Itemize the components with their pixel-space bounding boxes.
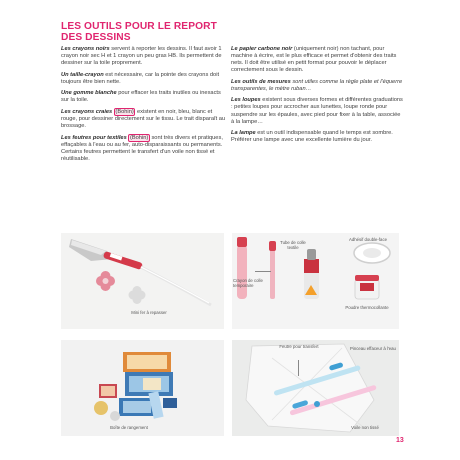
paragraph-papier-carbone <box>231 46 403 74</box>
text-crayons-noirs: servent à reporter les dessins. Il faut avoir 1 crayon noir sec H et 1 crayon un peu gras HB. Ils permettent de dessiner sur la toile proprement. <box>61 46 222 67</box>
caption-glue-pen: Crayon de colle temporaire <box>233 278 263 288</box>
caption-box: Boîte de rangement <box>110 425 148 430</box>
photo-felt-pens <box>232 340 399 436</box>
paragraph-feutres <box>61 135 229 163</box>
page-number: 13 <box>396 437 404 444</box>
paragraph-gomme <box>61 90 229 104</box>
lead-crayons-craies: Les crayons craies <box>61 108 113 115</box>
photo-storage-box <box>61 340 224 436</box>
lead-loupes: Les loupes <box>231 97 261 104</box>
text-lampe: est un outil indispensable quand le temps est sombre. Préférer une lampe avec une excellente lumière du jour. <box>231 130 393 144</box>
photo-glue-adhesives <box>232 233 399 329</box>
pointer-line <box>255 271 271 272</box>
text-feutres: sont très divers et pratiques, effaçables à l'eau ou au fer, auto-disparaissants ou permanents. Certains feutres permettent le transfert d'un voile non tissé et réutilisable. <box>61 134 223 162</box>
text-taille-crayon: est nécessaire, car la pointe des crayons doit toujours être bien nette. <box>61 71 220 85</box>
pointer-line <box>298 360 299 376</box>
felt-pens-illustration <box>232 340 399 436</box>
paragraph-crayons-noirs <box>61 46 229 67</box>
caption-tape: Adhésif double-face <box>349 237 387 242</box>
lead-lampe: La lampe <box>231 130 256 137</box>
lead-papier-carbone: Le papier carbone noir <box>231 46 293 52</box>
highlight-bohin: (Bohin) <box>129 134 149 141</box>
lead-outils-mesures: Les outils de mesures <box>231 78 291 85</box>
caption-eraser-brush: Pinceau effaceur à l'eau <box>350 346 396 351</box>
paragraph-outils-mesures <box>231 79 403 93</box>
title-line-2: DES DESSINS <box>61 32 131 43</box>
text-papier-carbone: (uniquement noir) non tachant, pour machine à écrire, est le plus efficace et permet d'obtenir des traits nets. Il doit être utilisé en petit format pour pouvoir le déplacer correctement sous le dessin. <box>231 46 397 74</box>
lead-gomme: Une gomme blanche <box>61 90 117 97</box>
caption-powder: Poudre thermocollante <box>345 305 389 310</box>
right-text-column <box>231 46 403 149</box>
photo-mini-iron <box>61 233 224 329</box>
text-outils-mesures: sont utiles comme la règle plate et l'équerre transparentes, le mètre ruban… <box>231 78 403 92</box>
paragraph-taille-crayon <box>61 72 229 86</box>
lead-crayons-noirs: Les crayons noirs <box>61 46 110 52</box>
text-crayons-craies: existent en noir, bleu, blanc et rouge, pour dessiner directement sur le tissu. Le trait disparaît au brossage. <box>61 108 226 130</box>
paragraph-loupes <box>231 97 403 125</box>
caption-mini-iron: Mini fer à repasser <box>131 310 167 315</box>
highlight-bohin: (Bohin) <box>115 108 134 115</box>
caption-felt-pen: Feutre pour transfert <box>279 344 319 349</box>
left-text-column <box>61 46 229 167</box>
paragraph-lampe <box>231 130 403 144</box>
page-title <box>61 21 241 43</box>
paragraph-crayons-craies <box>61 109 229 130</box>
caption-glue-tube: Tube de colle textile <box>280 240 306 250</box>
caption-voile: Voile non tissé <box>351 425 379 430</box>
text-gomme: pour effacer les traits inutiles ou inexacts sur la toile. <box>61 90 221 104</box>
text-loupes: existent sous diverses formes et différentes graduations : petites loupes pour accrocher aux lunettes, loupe ronde pour suspendre sur les épaules, avec pied pour fixer à la table, associée à la lampe… <box>231 97 403 125</box>
lead-feutres: Les feutres pour textiles <box>61 134 127 141</box>
lead-taille-crayon: Un taille-crayon <box>61 71 104 78</box>
storage-box-illustration <box>61 340 224 436</box>
title-line-1: LES OUTILS POUR LE REPORT <box>61 21 217 32</box>
